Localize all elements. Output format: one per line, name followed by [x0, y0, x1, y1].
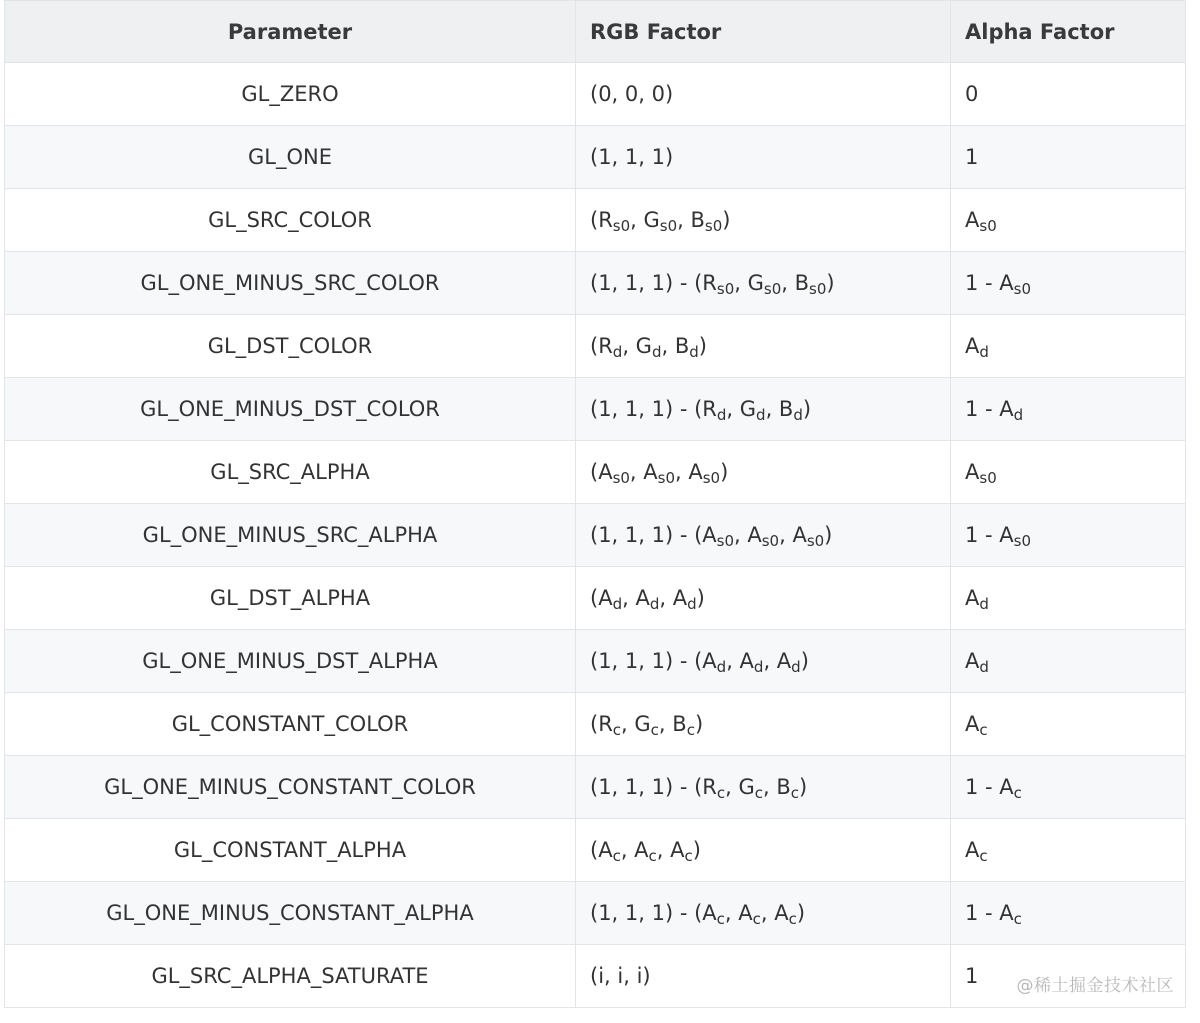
subscript: d [651, 343, 662, 361]
parameter-cell: GL_SRC_ALPHA [5, 441, 576, 504]
table-row [5, 441, 1186, 504]
rgb-factor-cell [576, 126, 951, 189]
subscript: d [687, 595, 697, 613]
rgb-factor-cell [576, 756, 951, 819]
subscript: d [716, 658, 727, 676]
subscript: c [684, 847, 693, 865]
alpha-factor-cell [951, 819, 1186, 882]
subscript: c [790, 784, 800, 802]
blend-factor-table [4, 0, 1186, 1008]
alpha-factor-cell [951, 630, 1186, 693]
rgb-factor-cell [576, 315, 951, 378]
text-segment: , G [726, 397, 757, 421]
text-segment: 0 [965, 82, 979, 106]
text-segment: A [965, 649, 980, 673]
alpha-factor-cell [951, 378, 1186, 441]
rgb-factor-cell [576, 504, 951, 567]
text-segment: ) [692, 838, 701, 862]
subscript: c [788, 910, 797, 928]
alpha-factor-cell [951, 252, 1186, 315]
table-row [5, 567, 1186, 630]
text-segment: A [965, 334, 980, 358]
subscript: d [979, 658, 989, 676]
alpha-factor-cell [951, 693, 1186, 756]
subscript: s0 [657, 469, 675, 487]
subscript: s0 [612, 217, 631, 235]
subscript: c [752, 910, 761, 928]
subscript: c [612, 721, 622, 739]
subscript: s0 [659, 217, 678, 235]
text-segment: ) [826, 271, 835, 295]
alpha-factor-cell [951, 315, 1186, 378]
column-header-parameter: Parameter [5, 1, 576, 63]
text-segment: A [965, 460, 980, 484]
text-segment: (1, 1, 1) - (R [590, 271, 717, 295]
text-segment: 1 [965, 964, 979, 988]
table-row [5, 756, 1186, 819]
parameter-cell: GL_ONE [5, 126, 576, 189]
parameter-cell: GL_CONSTANT_ALPHA [5, 819, 576, 882]
rgb-factor-cell [576, 567, 951, 630]
rgb-factor-cell [576, 63, 951, 126]
subscript: s0 [761, 532, 780, 550]
subscript: d [793, 406, 803, 424]
text-segment: , A [779, 523, 807, 547]
blend-factor-table-container [4, 0, 1185, 1008]
text-segment: ) [799, 775, 808, 799]
rgb-factor-cell [576, 252, 951, 315]
parameter-cell: GL_ZERO [5, 63, 576, 126]
text-segment: , A [622, 586, 650, 610]
column-header-alpha-factor: Alpha Factor [951, 1, 1186, 63]
subscript: c [1013, 784, 1022, 802]
subscript: c [979, 847, 988, 865]
text-segment: ) [800, 649, 809, 673]
parameter-cell: GL_ONE_MINUS_CONSTANT_COLOR [5, 756, 576, 819]
text-segment: 1 - A [965, 901, 1014, 925]
text-segment: 1 [965, 145, 979, 169]
table-header [5, 1, 1186, 63]
subscript: s0 [716, 532, 735, 550]
text-segment: , A [734, 523, 762, 547]
rgb-factor-cell [576, 819, 951, 882]
alpha-factor-cell [951, 63, 1186, 126]
header-row [5, 1, 1186, 63]
subscript: c [650, 721, 659, 739]
text-segment: ) [696, 586, 705, 610]
parameter-cell: GL_ONE_MINUS_DST_ALPHA [5, 630, 576, 693]
table-row [5, 315, 1186, 378]
text-segment: ) [698, 334, 707, 358]
text-segment: , A [724, 901, 753, 925]
text-segment: , B [677, 208, 705, 232]
text-segment: (A [590, 586, 613, 610]
text-segment: , B [781, 271, 809, 295]
rgb-factor-cell [576, 189, 951, 252]
alpha-factor-cell [951, 189, 1186, 252]
table-row [5, 378, 1186, 441]
text-segment: , G [622, 334, 652, 358]
text-segment: ) [802, 397, 812, 421]
watermark-text: @稀土掘金技术社区 [1016, 976, 1174, 996]
text-segment: ) [694, 712, 704, 736]
parameter-cell: GL_DST_ALPHA [5, 567, 576, 630]
subscript: c [716, 910, 725, 928]
subscript: d [753, 658, 764, 676]
parameter-cell: GL_ONE_MINUS_CONSTANT_ALPHA [5, 882, 576, 945]
text-segment: (A [590, 838, 613, 862]
alpha-factor-cell [951, 882, 1186, 945]
text-segment: (A [590, 460, 613, 484]
text-segment: , A [760, 901, 789, 925]
text-segment: ) [796, 901, 806, 925]
rgb-factor-cell [576, 441, 951, 504]
subscript: d [791, 658, 801, 676]
parameter-cell: GL_DST_COLOR [5, 315, 576, 378]
text-segment: , B [661, 334, 690, 358]
table-body [5, 63, 1186, 1008]
text-segment: , G [621, 712, 651, 736]
text-segment: , A [675, 460, 703, 484]
text-segment: , A [763, 649, 792, 673]
alpha-factor-cell [951, 567, 1186, 630]
text-segment: , A [659, 586, 688, 610]
subscript: c [1013, 910, 1022, 928]
text-segment: 1 - A [965, 397, 1014, 421]
subscript: s0 [612, 469, 630, 487]
text-segment: (1, 1, 1) - (A [590, 523, 717, 547]
text-segment: (1, 1, 1) - (R [590, 397, 717, 421]
text-segment: , A [726, 649, 754, 673]
subscript: s0 [809, 280, 827, 298]
subscript: c [979, 721, 988, 739]
text-segment: ) [824, 523, 833, 547]
rgb-factor-cell [576, 945, 951, 1008]
subscript: c [716, 784, 726, 802]
table-row [5, 189, 1186, 252]
text-segment: , A [620, 838, 649, 862]
alpha-factor-cell [951, 126, 1186, 189]
rgb-factor-cell [576, 378, 951, 441]
table-row [5, 882, 1186, 945]
table-row [5, 819, 1186, 882]
text-segment: (1, 1, 1) - (A [590, 649, 717, 673]
text-segment: , G [725, 775, 755, 799]
subscript: d [649, 595, 660, 613]
table-row [5, 945, 1186, 1008]
rgb-factor-cell [576, 882, 951, 945]
text-segment: , A [656, 838, 685, 862]
rgb-factor-cell [576, 693, 951, 756]
subscript: c [686, 721, 695, 739]
text-segment: (1, 1, 1) - (R [590, 775, 717, 799]
text-segment: , G [734, 271, 764, 295]
text-segment: 1 - A [965, 271, 1014, 295]
table-row [5, 630, 1186, 693]
text-segment: (0, 0, 0) [590, 82, 674, 106]
text-segment: , A [629, 460, 658, 484]
text-segment: ) [720, 460, 729, 484]
text-segment: A [965, 838, 980, 862]
subscript: d [612, 343, 623, 361]
subscript: s0 [1013, 532, 1032, 550]
text-segment: (1, 1, 1) [590, 145, 674, 169]
subscript: s0 [979, 217, 997, 235]
text-segment: , B [763, 775, 791, 799]
table-row [5, 504, 1186, 567]
subscript: d [979, 343, 989, 361]
table-row [5, 126, 1186, 189]
subscript: s0 [704, 217, 723, 235]
parameter-cell: GL_ONE_MINUS_SRC_COLOR [5, 252, 576, 315]
subscript: d [716, 406, 727, 424]
subscript: c [648, 847, 657, 865]
text-segment: 1 - A [965, 523, 1014, 547]
rgb-factor-cell [576, 630, 951, 693]
table-row [5, 252, 1186, 315]
text-segment: (i, i, i) [590, 964, 651, 988]
column-header-rgb-factor: RGB Factor [576, 1, 951, 63]
subscript: s0 [806, 532, 825, 550]
table-row [5, 63, 1186, 126]
parameter-cell: GL_ONE_MINUS_SRC_ALPHA [5, 504, 576, 567]
subscript: d [1013, 406, 1024, 424]
subscript: d [689, 343, 699, 361]
text-segment: , B [765, 397, 794, 421]
text-segment: (R [590, 334, 613, 358]
alpha-factor-cell [951, 504, 1186, 567]
subscript: s0 [979, 469, 997, 487]
subscript: d [756, 406, 766, 424]
text-segment: (R [590, 712, 613, 736]
text-segment: A [965, 586, 980, 610]
text-segment: , B [658, 712, 687, 736]
text-segment: ) [722, 208, 731, 232]
alpha-factor-cell [951, 756, 1186, 819]
subscript: c [612, 847, 621, 865]
text-segment: (1, 1, 1) - (A [590, 901, 717, 925]
table-row [5, 693, 1186, 756]
subscript: s0 [702, 469, 721, 487]
parameter-cell: GL_CONSTANT_COLOR [5, 693, 576, 756]
text-segment: A [965, 712, 980, 736]
subscript: c [754, 784, 764, 802]
parameter-cell: GL_ONE_MINUS_DST_COLOR [5, 378, 576, 441]
alpha-factor-cell [951, 441, 1186, 504]
text-segment: A [965, 208, 980, 232]
text-segment: , G [630, 208, 660, 232]
parameter-cell: GL_SRC_ALPHA_SATURATE [5, 945, 576, 1008]
subscript: d [612, 595, 623, 613]
subscript: s0 [1013, 280, 1032, 298]
parameter-cell: GL_SRC_COLOR [5, 189, 576, 252]
subscript: s0 [763, 280, 782, 298]
text-segment: 1 - A [965, 775, 1014, 799]
subscript: d [979, 595, 989, 613]
text-segment: (R [590, 208, 613, 232]
subscript: s0 [716, 280, 735, 298]
